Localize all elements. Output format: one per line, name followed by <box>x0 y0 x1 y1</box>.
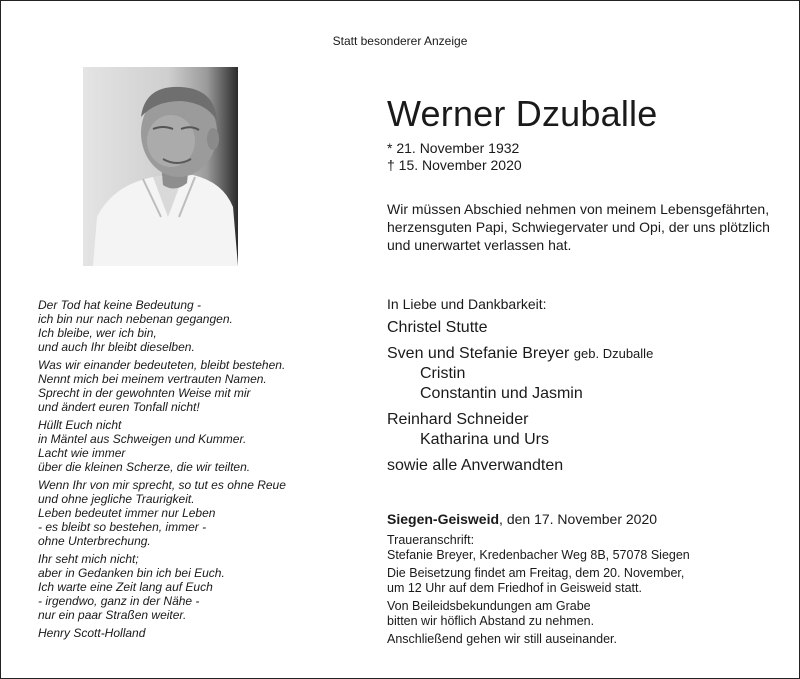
poem-line: ohne Unterbrechung. <box>38 534 151 548</box>
address-label: Traueranschrift: <box>387 533 475 547</box>
mourner-relatives: sowie alle Anverwandten <box>387 457 564 474</box>
poem-line: aber in Gedanken bin ich bei Euch. <box>38 566 225 580</box>
poem-line: und ohne jegliche Traurigkeit. <box>38 492 195 506</box>
funeral-details: Die Beisetzung findet am Freitag, dem 20. November, <box>387 566 685 580</box>
poem-line: Leben bedeutet immer nur Leben <box>38 506 216 520</box>
mourners-lead: In Liebe und Dankbarkeit: <box>387 296 547 312</box>
mourner-family <box>387 344 787 364</box>
poem-stanza <box>38 418 358 474</box>
poem-line: Was wir einander bedeuteten, bleibt bestehen. <box>38 358 286 372</box>
mourners-list <box>387 295 787 476</box>
poem <box>38 298 358 640</box>
notice-date: , den 17. November 2020 <box>499 511 658 527</box>
poem-line: in Mäntel aus Schweigen und Kummer. <box>38 432 247 446</box>
poem-line: nur ein paar Straßen weiter. <box>38 608 187 622</box>
condolence-note: bitten wir höflich Abstand zu nehmen. <box>387 614 595 628</box>
poem-line: Hüllt Euch nicht <box>38 418 122 432</box>
closing-note: Anschließend gehen wir still auseinander. <box>387 632 617 646</box>
poem-line: Sprecht in der gewohnten Weise mit mir <box>38 386 251 400</box>
poem-line: und auch Ihr bleibt dieselben. <box>38 340 195 354</box>
deceased-name: Werner Dzuballe <box>387 93 658 134</box>
mourner-name: Constantin und Jasmin <box>420 385 583 402</box>
farewell-line: und unerwartet verlassen hat. <box>387 237 572 253</box>
poem-stanza <box>38 358 358 414</box>
poem-line: Ich bleibe, wer ich bin, <box>38 326 157 340</box>
poem-author: Henry Scott-Holland <box>38 626 146 640</box>
condolence-note: Von Beileidsbekundungen am Grabe <box>387 599 591 613</box>
farewell-line: herzensguten Papi, Schwiegervater und Opi, der uns plötzlich <box>387 219 770 235</box>
poem-line: und ändert euren Tonfall nicht! <box>38 400 200 414</box>
place-date <box>387 510 787 528</box>
life-dates <box>387 140 522 174</box>
poem-line: ich bin nur nach nebenan gegangen. <box>38 312 233 326</box>
poem-line: Der Tod hat keine Bedeutung - <box>38 298 202 312</box>
funeral-info <box>387 510 787 647</box>
mourner-name: Christel Stutte <box>387 319 488 336</box>
portrait-photo <box>83 67 238 266</box>
place: Siegen-Geisweid <box>387 511 500 527</box>
poem-stanza <box>38 552 358 622</box>
notice-header: Statt besonderer Anzeige <box>332 34 468 48</box>
poem-line: Wenn Ihr von mir sprecht, so tut es ohne Reue <box>38 478 286 492</box>
mourner-name: Cristin <box>420 365 466 382</box>
poem-line: Ich warte eine Zeit lang auf Euch <box>38 580 213 594</box>
poem-line: Nennt mich bei meinem vertrauten Namen. <box>38 372 267 386</box>
birth-date: * 21. November 1932 <box>387 140 520 156</box>
mourning-address: Stefanie Breyer, Kredenbacher Weg 8B, 57078 Siegen <box>387 548 690 562</box>
poem-stanza <box>38 298 358 354</box>
mourner-name: Reinhard Schneider <box>387 411 529 428</box>
maiden-name: geb. Dzuballe <box>573 346 654 361</box>
poem-line: - irgendwo, ganz in der Nähe - <box>38 594 200 608</box>
portrait-illustration <box>83 67 238 266</box>
poem-line: Lacht wie immer <box>38 446 126 460</box>
poem-line: - es bleibt so bestehen, immer - <box>38 520 207 534</box>
farewell-line: Wir müssen Abschied nehmen von meinem Lebensgefährten, <box>387 201 770 217</box>
poem-line: über die kleinen Scherze, die wir teilten. <box>38 460 251 474</box>
poem-stanza <box>38 478 358 548</box>
poem-line: Ihr seht mich nicht; <box>38 552 139 566</box>
death-date: † 15. November 2020 <box>387 157 522 173</box>
mourner-name: Sven und Stefanie Breyer <box>387 345 570 362</box>
mourner-name: Katharina und Urs <box>420 431 549 448</box>
farewell-text <box>387 200 777 254</box>
funeral-details: um 12 Uhr auf dem Friedhof in Geisweid statt. <box>387 581 642 595</box>
